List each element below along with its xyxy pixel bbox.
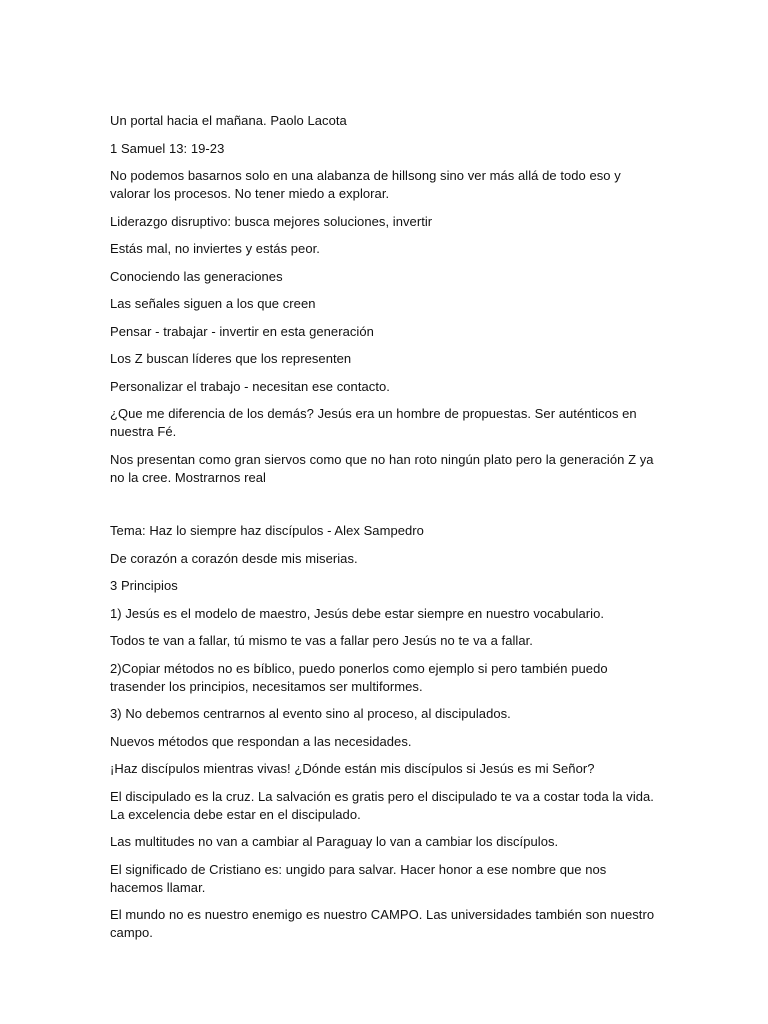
paragraph: Las señales siguen a los que creen [110,296,316,311]
paragraph: 3 Principios [110,578,178,593]
blank-line [110,496,658,522]
paragraph: ¡Haz discípulos mientras vivas! ¿Dónde están mis discípulos si Jesús es mi Señor? [110,761,595,776]
paragraph: El mundo no es nuestro enemigo es nuestro CAMPO. Las universidades también son nuestro campo. [110,907,655,940]
paragraph: De corazón a corazón desde mis miserias. [110,550,358,566]
paragraph: Los Z buscan líderes que los representen [110,351,352,366]
document-body [110,112,658,952]
paragraph: 3) No debemos centrarnos al evento sino al proceso, al discipulados. [110,706,511,721]
paragraph: El discipulado es la cruz. La salvación es gratis pero el discipulado te va a costar toda la vida. La excelencia debe estar en el discipulado. [110,788,654,822]
paragraph: Las multitudes no van a cambiar al Paraguay lo van a cambiar los discípulos. [110,834,559,849]
paragraph: Estás mal, no inviertes y estás peor. [110,241,320,256]
paragraph: Nuevos métodos que respondan a las necesidades. [110,733,412,749]
paragraph: 1) Jesús es el modelo de maestro, Jesús debe estar siempre en nuestro vocabulario. [110,605,605,621]
paragraph: Liderazgo disruptivo: busca mejores soluciones, invertir [110,213,433,229]
paragraph: Conociendo las generaciones [110,268,283,284]
paragraph: ¿Que me diferencia de los demás? Jesús era un hombre de propuestas. Ser auténticos en nuestra Fé. [110,406,637,439]
paragraph: Todos te van a fallar, tú mismo te vas a fallar pero Jesús no te va a fallar. [110,633,533,648]
paragraph: 2)Copiar métodos no es bíblico, puedo ponerlos como ejemplo si pero también puedo trasender los principios, necesitamos ser multiformes. [110,660,608,694]
paragraph: Nos presentan como gran siervos como que no han roto ningún plato pero la generación Z ya no la cree. Mostrarnos real [110,451,654,485]
section2-title: Tema: Haz lo siempre haz discípulos - Alex Sampedro [110,523,424,538]
paragraph: Pensar - trabajar - invertir en esta generación [110,323,374,339]
paragraph: El significado de Cristiano es: ungido para salvar. Hacer honor a ese nombre que nos hacemos llamar. [110,861,607,895]
paragraph: No podemos basarnos solo en una alabanza de hillsong sino ver más allá de todo eso y valorar los procesos. No tener miedo a explorar. [110,168,621,201]
paragraph: Personalizar el trabajo - necesitan ese contacto. [110,378,390,394]
paragraph: 1 Samuel 13: 19-23 [110,140,225,156]
section1-title: Un portal hacia el mañana. Paolo Lacota [110,113,347,128]
